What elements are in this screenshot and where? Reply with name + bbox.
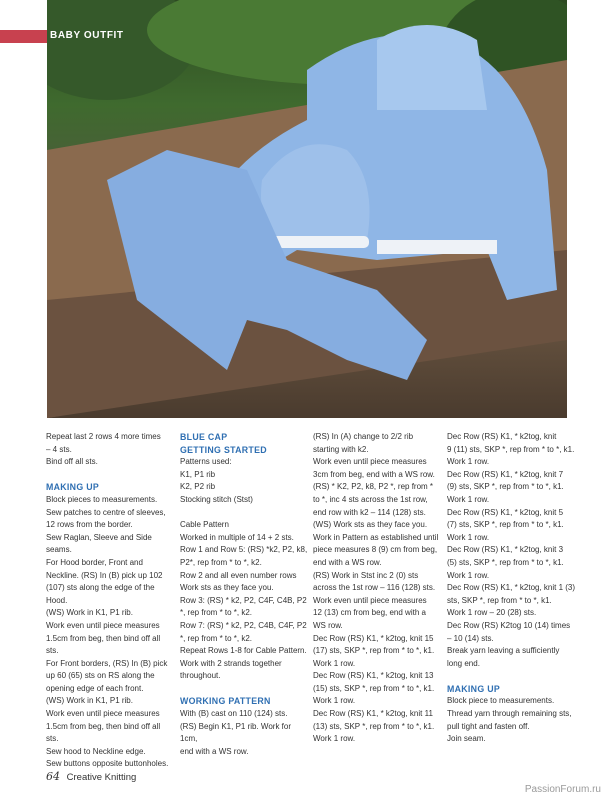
text-line: Work 1 row – 20 (28) sts.	[447, 608, 537, 618]
text-line: end with a WS row.	[313, 557, 382, 567]
text-line: (WS) Work sts as they face you.	[313, 520, 428, 530]
text-line: *, rep from * to *, k2.	[180, 633, 253, 643]
text-line: K2, P2 rib	[180, 482, 216, 492]
text-line: opening edge of each front.	[46, 683, 144, 693]
text-line: Work 1 row.	[447, 457, 490, 467]
column-4	[447, 431, 582, 746]
text-line: Row 7: (RS) * k2, P2, C4B, C4F, P2	[180, 620, 307, 630]
working-pattern-heading: WORKING PATTERN	[180, 696, 271, 707]
text-line: Repeat last 2 rows 4 more times	[46, 432, 161, 441]
text-line: P2*, rep from * to *, k2.	[180, 557, 262, 567]
text-line: starting with k2.	[313, 444, 369, 454]
outfit-photo	[47, 0, 567, 418]
text-line: (7) sts, SKP *, rep from * to *, k1.	[447, 520, 564, 530]
text-line: *, rep from * to *, k2.	[180, 608, 253, 618]
text-line: Dec Row (RS) K1, * k2tog, knit 11	[313, 709, 433, 719]
section-color-tag	[0, 30, 47, 43]
text-line: Dec Row (RS) K1, * k2tog, knit 3	[447, 545, 564, 555]
text-line: up 60 (65) sts on RS along the	[46, 671, 155, 681]
text-line: 1.5cm from beg, then bind off all sts.	[46, 721, 161, 744]
text-line: 12 (13) cm from beg, end with a	[313, 608, 426, 618]
column-3	[313, 431, 441, 746]
text-line: Sew patches to centre of sleeves,	[46, 507, 166, 517]
text-line: For Front borders, (RS) In (B) pick	[46, 658, 168, 668]
page-footer	[46, 770, 136, 783]
text-line: seams.	[46, 545, 72, 555]
text-line: throughout.	[180, 671, 221, 681]
text-line: piece measures 8 (9) cm from beg,	[313, 545, 438, 555]
text-line: end with a WS row.	[180, 746, 249, 756]
text-line: Sew buttons opposite buttonholes.	[46, 759, 169, 769]
making-up-heading: MAKING UP	[46, 482, 100, 493]
text-line: Patterns used:	[180, 457, 232, 467]
text-line: Dec Row (RS) K1, * k2tog, knit	[447, 432, 557, 441]
text-line: Sew hood to Neckline edge.	[46, 746, 146, 756]
text-line: Block pieces to measurements.	[46, 494, 158, 504]
text-line: Work sts as they face you.	[180, 583, 274, 593]
text-line: Dec Row (RS) K1, * k2tog, knit 13	[313, 671, 434, 681]
getting-started-heading: GETTING STARTED	[180, 444, 267, 455]
text-line: Row 3: (RS) * k2, P2, C4F, C4B, P2	[180, 595, 307, 605]
text-line: (RS) Begin K1, P1 rib. Work for 1cm,	[180, 721, 291, 744]
text-line: 3cm from beg, end with a WS row.	[313, 469, 435, 479]
text-line: Bind off all sts.	[46, 457, 98, 467]
watermark: PassionForum.ru	[524, 784, 601, 795]
text-line: Work 1 row.	[313, 658, 356, 668]
text-line: Work 1 row.	[447, 532, 490, 542]
text-line: (RS) In (A) change to 2/2 rib	[313, 432, 414, 441]
text-line: Row 1 and Row 5: (RS) *k2, P2, k8,	[180, 545, 308, 555]
column-2	[180, 431, 308, 758]
text-line: (9) sts, SKP *, rep from * to *, k1.	[447, 482, 564, 492]
text-line: sts, SKP *, rep from * to *, k1.	[447, 595, 552, 605]
column-1	[46, 431, 174, 771]
text-line: 1.5cm from beg, then bind off all sts.	[46, 633, 161, 656]
text-line: Dec Row (RS) K1, * k2tog, knit 5	[447, 507, 564, 517]
cable-pattern-subheading: Cable Pattern	[180, 520, 229, 530]
text-line: across the 1st row – 116 (128) sts.	[313, 583, 436, 593]
text-line: Work in Pattern as established until	[313, 532, 439, 542]
text-line: (5) sts, SKP *, rep from * to *, k1.	[447, 557, 564, 567]
page-number: 64	[46, 770, 60, 783]
text-line: (RS) * K2, P2, k8, P2 *, rep from *	[313, 482, 434, 492]
text-line: Dec Row (RS) K1, * k2tog, knit 15	[313, 633, 434, 643]
text-line: (107) sts along the edge of the	[46, 583, 155, 593]
text-line: 12 rows from the border.	[46, 520, 133, 530]
text-line: Dec Row (RS) K1, * k2tog, knit 1 (3)	[447, 583, 576, 593]
text-line: Work with 2 strands together	[180, 658, 282, 668]
text-line: Sew Raglan, Sleeve and Side	[46, 532, 152, 542]
text-line: Join seam.	[447, 734, 486, 744]
text-line: Neckline. (RS) In (B) pick up 102	[46, 570, 163, 580]
text-line: Block piece to measurements.	[447, 696, 555, 706]
text-line: Row 2 and all even number rows	[180, 570, 297, 580]
text-line: K1, P1 rib	[180, 469, 216, 479]
text-line: (WS) Work in K1, P1 rib.	[46, 696, 133, 706]
text-line: long end.	[447, 658, 480, 668]
text-line: (WS) Work in K1, P1 rib.	[46, 608, 133, 618]
text-line: – 10 (14) sts.	[447, 633, 494, 643]
text-line: Work 1 row.	[447, 494, 490, 504]
text-line: (13) sts, SKP *, rep from * to *, k1.	[313, 721, 435, 731]
text-line: Work even until piece measures	[313, 595, 427, 605]
making-up-heading-2: MAKING UP	[447, 683, 501, 694]
text-line: Work even until piece measures	[46, 620, 160, 630]
text-line: Work 1 row.	[447, 570, 490, 580]
text-line: (RS) Work in Stst inc 2 (0) sts	[313, 570, 419, 580]
text-line: Hood.	[46, 595, 68, 605]
text-line: – 4 sts.	[46, 444, 72, 454]
text-line: Work 1 row.	[313, 696, 356, 706]
magazine-name: Creative Knitting	[66, 772, 137, 783]
text-line: end row with k2 – 114 (128) sts.	[313, 507, 426, 517]
text-line: (17) sts, SKP *, rep from * to *, k1.	[313, 646, 435, 656]
text-line: Repeat Rows 1-8 for Cable Pattern.	[180, 646, 307, 656]
text-line: Thread yarn through remaining sts,	[447, 709, 572, 719]
text-line: Work 1 row.	[313, 734, 356, 744]
text-line: Stocking stitch (Stst)	[180, 494, 253, 504]
text-line: Work even until piece measures	[46, 709, 160, 719]
text-line: Dec Row (RS) K2tog 10 (14) times	[447, 620, 571, 630]
text-line: Dec Row (RS) K1, * k2tog, knit 7	[447, 469, 564, 479]
text-line: to *, inc 4 sts across the 1st row,	[313, 494, 428, 504]
section-label: BABY OUTFIT	[50, 30, 124, 41]
text-line: Work even until piece measures	[313, 457, 427, 467]
text-line: 9 (11) sts, SKP *, rep from * to *, k1.	[447, 444, 575, 454]
text-line: (15) sts, SKP *, rep from * to *, k1.	[313, 683, 435, 693]
blue-cap-heading: BLUE CAP	[180, 432, 228, 442]
text-line: pull tight and fasten off.	[447, 721, 530, 731]
text-line: With (B) cast on 110 (124) sts.	[180, 709, 288, 719]
text-line: Break yarn leaving a sufficiently	[447, 646, 560, 656]
text-line: For Hood border, Front and	[46, 557, 143, 567]
knitted-baby-outfit-photo	[47, 0, 567, 418]
text-line: WS row.	[313, 620, 343, 630]
text-line: Worked in multiple of 14 + 2 sts.	[180, 532, 294, 542]
